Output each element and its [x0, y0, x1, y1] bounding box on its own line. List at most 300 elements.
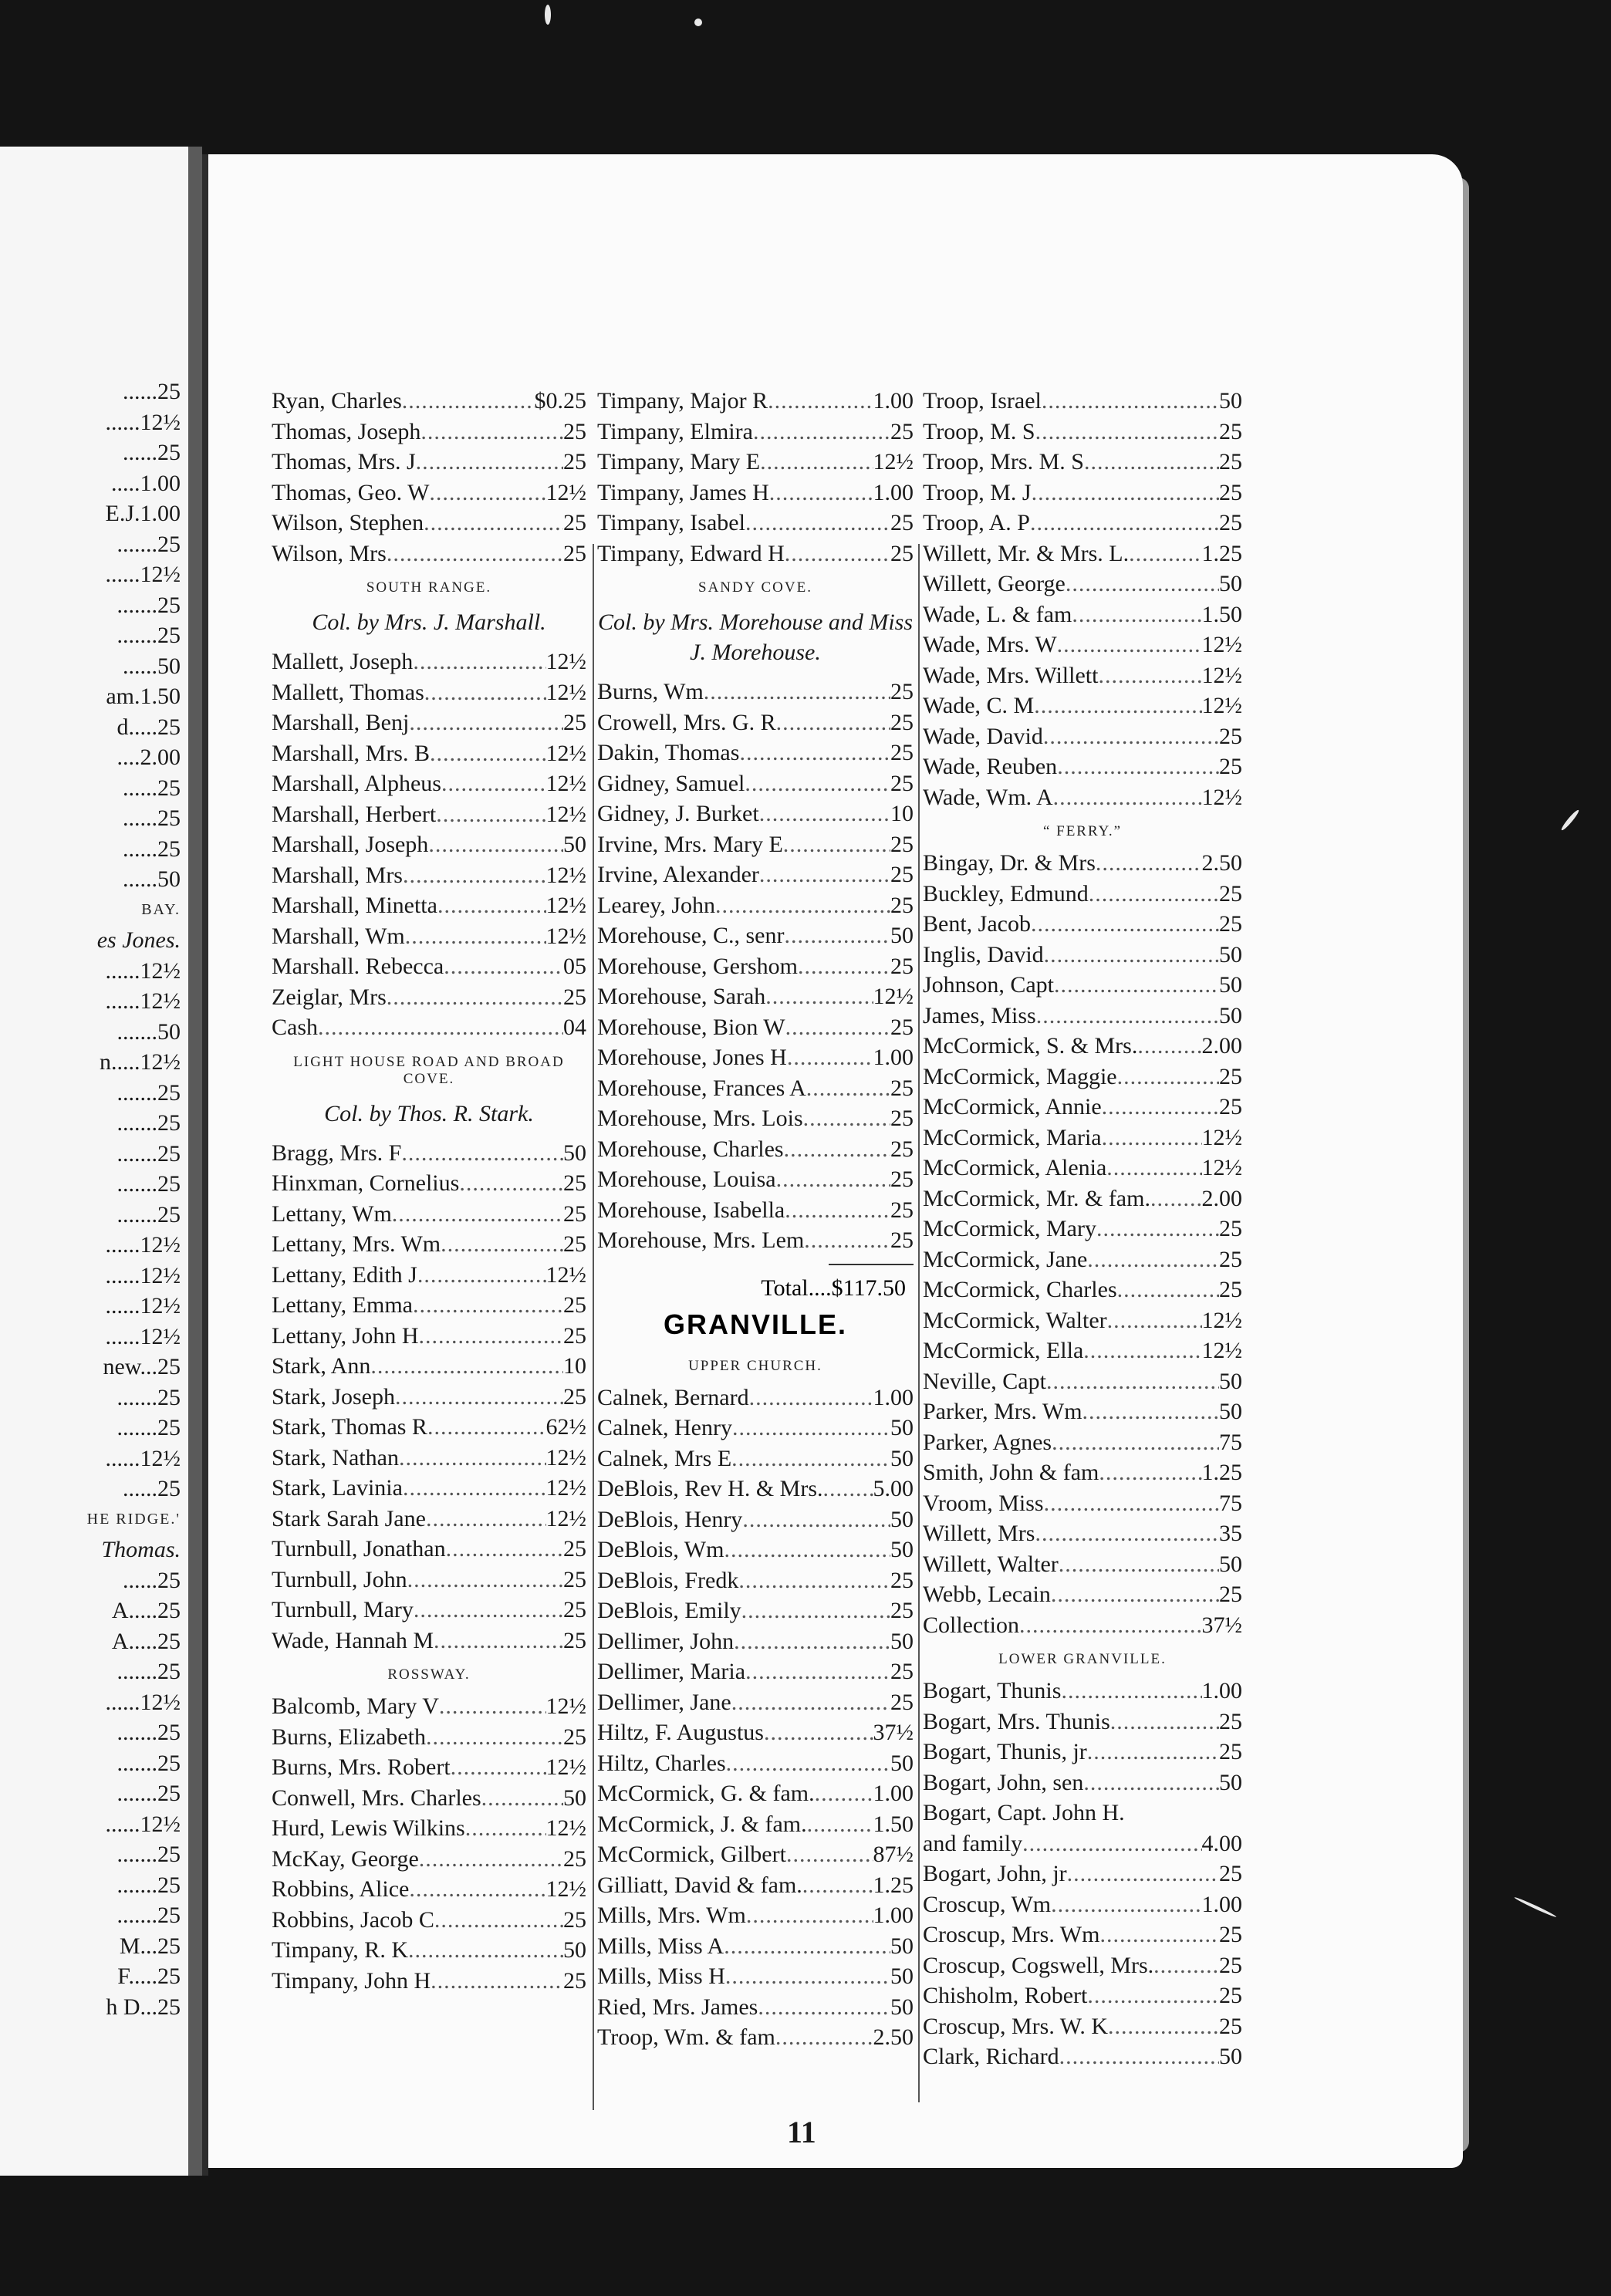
entry-name: McCormick, Ella: [923, 1338, 1084, 1363]
list-entry: [272, 647, 586, 677]
leader-dots: [1054, 970, 1219, 1001]
leader-dots: [1042, 386, 1219, 417]
entry-amount: 12½: [873, 984, 914, 1009]
prev-page-line: .......25: [117, 1750, 181, 1776]
list-entry: [923, 447, 1242, 478]
entry-name: Timpany, Major R: [597, 388, 768, 414]
entry-name: Marshall, Benj: [272, 710, 410, 735]
entry-amount: 25: [1219, 449, 1242, 474]
entry-name: Timpany, Isabel: [597, 510, 745, 535]
leader-dots: [402, 386, 535, 417]
entry-name: Wade, Hannah M: [272, 1627, 434, 1653]
prev-page-line: ......12½: [105, 1689, 181, 1715]
entry-amount: 25: [563, 1724, 586, 1750]
list-entry: [272, 1412, 586, 1443]
entry-name: Bragg, Mrs. F: [272, 1140, 402, 1166]
leader-dots: [439, 1691, 546, 1722]
leader-dots: [776, 707, 890, 738]
list-entry: [923, 569, 1242, 599]
list-entry: [923, 508, 1242, 539]
leader-dots: [786, 1839, 873, 1870]
leader-dots: [430, 738, 546, 769]
entry-name: Dellimer, John: [597, 1628, 735, 1654]
leader-dots: [1044, 1488, 1219, 1519]
entry-amount: 25: [1219, 1708, 1242, 1734]
leader-dots: [798, 951, 890, 982]
leader-dots: [704, 677, 890, 707]
leader-dots: [1096, 1214, 1219, 1244]
entry-amount: 25: [1219, 418, 1242, 444]
leader-dots: [1150, 1183, 1202, 1214]
section-heading: SOUTH RANGE.: [366, 579, 492, 596]
prev-page-line: .......25: [117, 1659, 181, 1684]
entry-amount: 25: [1219, 1922, 1242, 1947]
list-entry: [597, 1164, 914, 1195]
entry-name: McCormick, Annie: [923, 1094, 1102, 1119]
list-entry: [272, 768, 586, 799]
list-entry: [272, 1966, 586, 1997]
prev-page-line: .......50: [117, 1018, 181, 1045]
leader-dots: [399, 1443, 546, 1474]
leader-dots: [759, 799, 890, 829]
list-entry: [597, 951, 914, 982]
leader-dots: [739, 738, 890, 768]
list-entry: [923, 690, 1242, 721]
list-entry: [272, 1565, 586, 1595]
prev-page-line: d.....25: [117, 714, 181, 740]
entry-name: Mills, Miss A: [597, 1933, 724, 1959]
leader-dots: [775, 2022, 873, 2053]
entry-name: Clark, Richard: [923, 2044, 1059, 2069]
list-entry: [923, 1001, 1242, 1032]
leader-dots: [1107, 1305, 1202, 1336]
leader-dots: [1059, 2041, 1219, 2072]
leader-dots: [759, 859, 890, 890]
entry-amount: 04: [563, 1015, 586, 1040]
list-entry: [923, 751, 1242, 782]
leader-dots: [1096, 848, 1202, 879]
list-entry: [597, 1535, 914, 1565]
list-entry: [272, 1844, 586, 1875]
section-heading: LOWER GRANVILLE.: [998, 1651, 1167, 1667]
entry-amount: 25: [890, 1014, 914, 1040]
leader-dots: [1066, 569, 1219, 599]
list-entry: [923, 386, 1242, 417]
list-entry: [923, 1244, 1242, 1275]
list-entry: [923, 1335, 1242, 1366]
scan-speck: [1560, 809, 1580, 832]
list-entry: [272, 677, 586, 708]
list-entry: [597, 539, 914, 569]
leader-dots: [1137, 1031, 1201, 1062]
list-entry: [923, 1062, 1242, 1092]
list-entry: [923, 417, 1242, 447]
entry-name: Buckley, Edmund: [923, 880, 1089, 907]
leader-dots: [806, 1073, 890, 1104]
entry-name: Gidney, Samuel: [597, 770, 745, 796]
leader-dots: [405, 921, 546, 952]
collector-line: Col. by Mrs. Morehouse and Miss J. Morehouse.: [597, 609, 914, 665]
entry-amount: 12½: [545, 862, 586, 888]
entry-name: Lettany, Mrs. Wm: [272, 1231, 441, 1257]
total-line: Total....$117.50: [761, 1275, 906, 1301]
entry-name: Thomas, Mrs. J: [272, 449, 416, 474]
leader-dots: [724, 1931, 890, 1962]
section-heading: ROSSWAY.: [387, 1666, 471, 1683]
list-entry: [923, 1889, 1242, 1920]
leader-dots: [758, 1992, 890, 2023]
leader-dots: [1061, 1676, 1201, 1707]
leader-dots: [724, 1535, 890, 1565]
entry-amount: 12½: [545, 771, 586, 796]
entry-amount: 25: [890, 1106, 914, 1131]
list-entry: [923, 1366, 1242, 1397]
entry-name: Bogart, John, jr: [923, 1861, 1067, 1886]
list-entry: [272, 1260, 586, 1291]
entry-name: Burns, Mrs. Robert: [272, 1754, 451, 1780]
prev-page-line: .......25: [117, 1872, 181, 1898]
list-entry: [923, 1549, 1242, 1580]
list-entry: [597, 1626, 914, 1657]
entry-name: Dellimer, Jane: [597, 1689, 731, 1715]
list-entry: [597, 1225, 914, 1256]
entry-name: Calnek, Mrs E: [597, 1445, 732, 1471]
list-entry: [272, 1534, 586, 1565]
column-2: [597, 386, 914, 2053]
prev-page-line: ......25: [123, 379, 181, 404]
leader-dots: [1046, 1366, 1219, 1397]
entry-name: Willett, George: [923, 571, 1066, 596]
leader-dots: [459, 1168, 563, 1199]
list-entry: [923, 721, 1242, 752]
list-entry: [597, 386, 914, 417]
list-entry: [923, 940, 1242, 971]
prev-page-line: HE RIDGE.': [86, 1510, 181, 1528]
list-entry: [272, 1626, 586, 1656]
entry-amount: 25: [1219, 754, 1242, 779]
leader-dots: [437, 890, 546, 921]
leader-dots: [1034, 690, 1201, 721]
leader-dots: [436, 799, 545, 830]
entry-name: Turnbull, Jonathan: [272, 1536, 446, 1562]
entry-amount: 12½: [545, 649, 586, 674]
entry-name: Croscup, Cogswell, Mrs.: [923, 1952, 1154, 1978]
leader-dots: [734, 1626, 890, 1657]
list-entry: [272, 1443, 586, 1474]
leader-dots: [1057, 630, 1202, 660]
list-entry: [272, 860, 586, 891]
list-entry: [597, 1809, 914, 1840]
prev-page-line: ......25: [123, 440, 181, 465]
leader-dots: [1043, 721, 1219, 752]
prev-page-line: .......25: [117, 1903, 181, 1928]
entry-name: Stark, Thomas R: [272, 1414, 427, 1440]
leader-dots: [1083, 1335, 1201, 1366]
entry-amount: 1.00: [1201, 1678, 1242, 1703]
list-entry: [597, 1195, 914, 1226]
entry-amount: 1.00: [1201, 1891, 1242, 1917]
leader-dots: [784, 920, 890, 951]
leader-dots: [784, 1134, 890, 1165]
entry-name: Bingay, Dr. & Mrs: [923, 850, 1096, 876]
entry-amount: 50: [890, 1933, 914, 1959]
entry-name: McCormick, J. & fam.: [597, 1811, 807, 1837]
leader-dots: [760, 447, 873, 478]
entry-amount: 1.50: [1201, 601, 1242, 627]
entry-amount: 25: [1219, 510, 1242, 535]
entry-amount: 12½: [1201, 632, 1242, 657]
leader-dots: [1102, 1092, 1219, 1123]
entry-name: Parker, Mrs. Wm: [923, 1399, 1082, 1424]
entry-name: Thomas, Joseph: [272, 418, 421, 444]
entry-name: Willett, Walter: [923, 1551, 1059, 1577]
entry-name: Timpany, John H: [272, 1967, 431, 1994]
list-entry: [923, 1768, 1242, 1798]
leader-dots: [407, 1565, 563, 1595]
list-entry: [272, 707, 586, 738]
entry-name: Stark, Joseph: [272, 1383, 395, 1410]
leader-dots: [1036, 1001, 1219, 1032]
leader-dots: [1099, 1457, 1201, 1488]
list-entry: [923, 630, 1242, 660]
entry-amount: 12½: [545, 893, 586, 918]
entry-amount: 12½: [1201, 1155, 1242, 1180]
prev-page-line: M...25: [119, 1933, 181, 1959]
leader-dots: [746, 1900, 873, 1931]
entry-amount: 25: [563, 1845, 586, 1872]
list-entry: [272, 1504, 586, 1535]
entry-amount: 62½: [545, 1414, 586, 1440]
leader-dots: [1019, 1610, 1202, 1641]
entry-amount: 12½: [1201, 1338, 1242, 1363]
leader-dots: [1057, 751, 1219, 782]
leader-dots: [725, 1961, 890, 1992]
entry-name: Croscup, Mrs. Wm: [923, 1922, 1100, 1947]
entry-amount: 25: [563, 510, 586, 535]
entry-amount: 25: [890, 1075, 914, 1101]
entry-amount: 25: [890, 831, 914, 857]
leader-dots: [387, 539, 563, 569]
collector-line: Col. by Thos. R. Stark.: [324, 1100, 534, 1126]
leader-dots: [428, 829, 563, 860]
list-entry: [923, 1920, 1242, 1950]
prev-page-line: .......25: [117, 1415, 181, 1440]
prev-page-line: .......25: [117, 1842, 181, 1867]
leader-dots: [420, 417, 563, 447]
entry-name: Morehouse, C., senr: [597, 923, 785, 948]
list-entry: [923, 1457, 1242, 1488]
list-entry: [597, 1931, 914, 1962]
entry-name: Learey, John: [597, 892, 715, 918]
entry-amount: 25: [890, 1659, 914, 1684]
entry-name: Burns, Elizabeth: [272, 1724, 426, 1750]
entry-amount: 12½: [545, 1475, 586, 1501]
entry-name: Neville, Capt: [923, 1368, 1046, 1394]
entry-amount: 25: [1219, 1582, 1242, 1607]
entry-amount: 50: [890, 1415, 914, 1440]
list-entry: [923, 1214, 1242, 1244]
entry-name: Hinxman, Cornelius: [272, 1170, 460, 1196]
entry-name: Irvine, Alexander: [597, 862, 759, 887]
entry-name: Lettany, Edith J: [272, 1261, 417, 1288]
entry-amount: 25: [563, 540, 586, 566]
list-entry: [272, 1351, 586, 1382]
scan-speck: [694, 19, 702, 26]
leader-dots: [731, 1443, 890, 1474]
entry-name: Ryan, Charles: [272, 388, 402, 414]
list-entry: [597, 478, 914, 508]
list-entry: [597, 981, 914, 1012]
list-entry: [923, 1305, 1242, 1336]
entry-name: Troop, M. S: [923, 418, 1035, 444]
entry-amount: 25: [563, 1170, 586, 1196]
leader-dots: [441, 768, 546, 799]
entry-amount: 25: [563, 1200, 586, 1227]
entry-name: Bogart, Thunis, jr: [923, 1739, 1087, 1764]
leader-dots: [417, 1260, 546, 1291]
list-entry: [923, 1676, 1242, 1707]
list-entry: [923, 2041, 1242, 2072]
prev-page-line: ......12½: [105, 1293, 181, 1319]
list-entry: [923, 1153, 1242, 1183]
leader-dots: [392, 1199, 563, 1230]
entry-amount: 10: [890, 801, 914, 826]
list-entry: [923, 599, 1242, 630]
prev-page-line: BAY.: [141, 900, 181, 918]
list-entry: [597, 1961, 914, 1992]
list-entry: [597, 677, 914, 707]
prev-page-line: Thomas.: [101, 1537, 181, 1562]
list-entry: [923, 1950, 1242, 1981]
entry-name: Conwell, Mrs. Charles: [272, 1784, 481, 1811]
leader-dots: [1030, 508, 1219, 539]
entry-name: Gilliatt, David & fam.: [597, 1872, 802, 1898]
entry-name: Morehouse, Mrs. Lois: [597, 1106, 803, 1131]
list-entry: [597, 920, 914, 951]
entry-amount: 25: [1219, 1216, 1242, 1241]
leader-dots: [769, 478, 873, 508]
prev-page-line: ......12½: [105, 562, 181, 587]
entry-name: McCormick, Mr. & fam.: [923, 1185, 1150, 1211]
prev-page-line: A.....25: [111, 1628, 181, 1654]
entry-amount: 25: [563, 418, 586, 444]
entry-name: Croscup, Mrs. W. K: [923, 2013, 1109, 2039]
entry-amount: 50: [890, 1963, 914, 1989]
prev-page-line: .....1.00: [111, 470, 181, 496]
leader-dots: [815, 1778, 873, 1809]
leader-dots: [431, 1966, 563, 1997]
list-entry: [597, 1042, 914, 1073]
leader-dots: [807, 1809, 873, 1840]
entry-name: Marshall, Wm: [272, 923, 405, 949]
entry-amount: 25: [890, 1598, 914, 1623]
leader-dots: [1052, 1427, 1219, 1458]
entry-amount: 4.00: [1201, 1830, 1242, 1856]
list-entry: [597, 1134, 914, 1165]
entry-name: Wade, David: [923, 723, 1043, 749]
leader-dots: [1044, 940, 1219, 971]
entry-amount: 12½: [1201, 784, 1242, 810]
entry-amount: 25: [1219, 2013, 1242, 2039]
leader-dots: [753, 417, 890, 447]
entry-amount: 12½: [545, 801, 586, 827]
leader-dots: [409, 1874, 545, 1905]
entry-amount: 50: [1219, 1551, 1242, 1577]
entry-name: Parker, Agnes: [923, 1429, 1052, 1455]
leader-dots: [742, 1504, 890, 1535]
entry-amount: 05: [563, 954, 586, 979]
entry-name: Wilson, Mrs: [272, 540, 387, 566]
leader-dots: [768, 386, 873, 417]
leader-dots: [444, 951, 563, 982]
prev-page-line: F.....25: [117, 1963, 181, 1989]
prev-page-line: ......12½: [105, 1262, 181, 1288]
entry-amount: 50: [890, 1994, 914, 2020]
column-3: [923, 386, 1242, 2072]
list-entry: [923, 660, 1242, 691]
entry-amount: 25: [890, 892, 914, 918]
prev-page-line: h D...25: [106, 1994, 181, 2020]
entry-name: McCormick, Gilbert: [597, 1842, 786, 1867]
leader-dots: [738, 1565, 890, 1596]
entry-amount: 25: [1219, 1277, 1242, 1302]
entry-amount: 25: [890, 862, 914, 887]
column-1: [272, 386, 586, 1996]
leader-dots: [785, 539, 890, 569]
list-entry: [923, 1396, 1242, 1427]
entry-name: Cash: [272, 1015, 318, 1040]
prev-page-line: ......12½: [105, 957, 181, 984]
leader-dots: [1059, 1549, 1219, 1580]
entry-name: McCormick, Maggie: [923, 1063, 1117, 1089]
scan-speck: [1514, 1896, 1557, 1919]
list-entry: [597, 508, 914, 539]
leader-dots: [787, 1042, 873, 1073]
entry-name: Calnek, Bernard: [597, 1384, 749, 1410]
list-entry: [923, 1610, 1242, 1641]
entry-amount: 25: [563, 1383, 586, 1410]
entry-amount: 50: [1219, 1769, 1242, 1795]
entry-amount: 2.50: [1201, 850, 1242, 876]
entry-amount: 1.25: [873, 1872, 914, 1898]
entry-name: Morehouse, Gershom: [597, 953, 798, 979]
entry-name: Morehouse, Sarah: [597, 984, 766, 1009]
leader-dots: [403, 860, 546, 891]
list-entry: [923, 478, 1242, 508]
leader-dots: [1110, 1707, 1219, 1737]
list-entry: [923, 909, 1242, 940]
entry-name: Troop, M. J: [923, 479, 1032, 505]
list-entry: [272, 951, 586, 982]
entry-amount: 50: [1219, 1399, 1242, 1424]
leader-dots: [427, 1412, 546, 1443]
section-heading: SANDY COVE.: [698, 579, 812, 596]
entry-amount: 25: [1219, 1246, 1242, 1272]
entry-amount: 1.00: [873, 388, 914, 414]
leader-dots: [426, 1722, 563, 1753]
prev-page-line: ......12½: [105, 1811, 181, 1837]
leader-dots: [1051, 1579, 1219, 1610]
prev-page-line: ......12½: [105, 1445, 181, 1471]
prev-page-line: ......12½: [105, 988, 181, 1014]
book-gutter: [188, 147, 202, 2176]
list-entry: [597, 417, 914, 447]
entry-amount: 1.25: [1201, 540, 1242, 566]
entry-amount: 50: [1219, 388, 1242, 414]
entry-amount: 1.00: [873, 1903, 914, 1928]
entry-amount: 25: [890, 679, 914, 704]
entry-amount: 50: [890, 923, 914, 948]
